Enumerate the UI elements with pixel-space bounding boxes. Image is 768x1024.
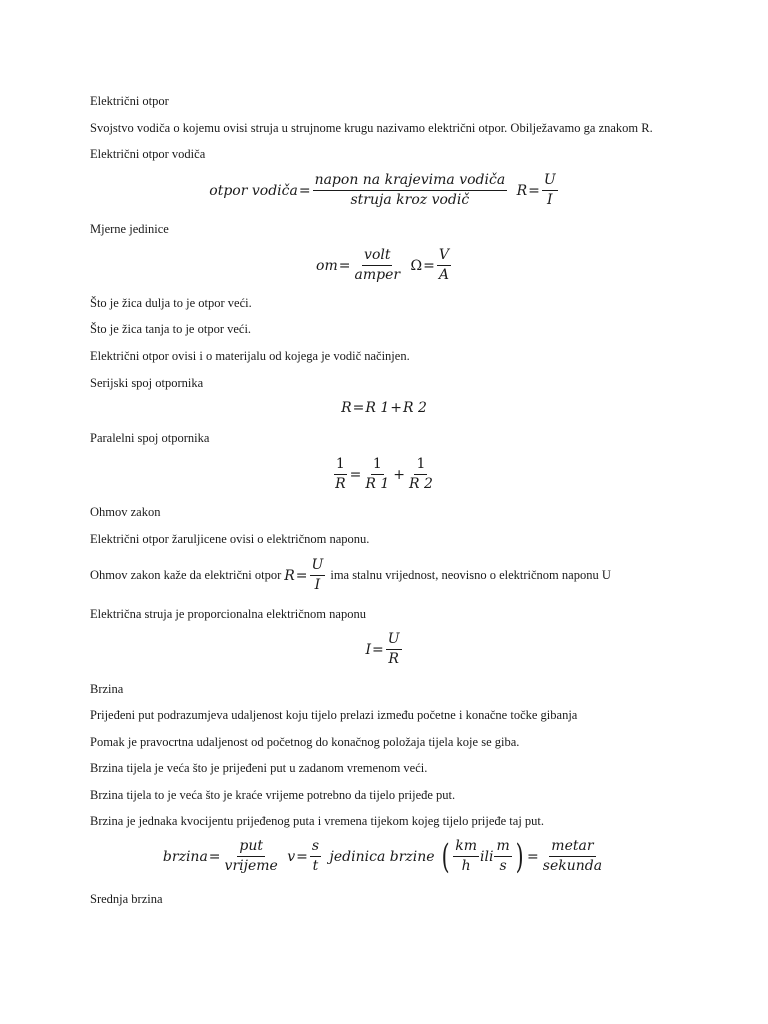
formula-struja bbox=[0, 631, 768, 668]
denominator: I bbox=[547, 192, 553, 208]
parenthesized-units bbox=[439, 838, 526, 875]
heading-elektricni-otpor: Električni otpor bbox=[90, 94, 169, 108]
numerator: m bbox=[494, 838, 511, 857]
fraction bbox=[542, 172, 558, 209]
fraction bbox=[494, 838, 511, 875]
heading-paralelni: Paralelni spoj otpornika bbox=[90, 431, 210, 445]
text-after-formula: ima stalnu vrijednost, neovisno o električnom naponu U bbox=[330, 568, 611, 582]
heading-ohmov-zakon: Ohmov zakon bbox=[90, 505, 161, 519]
denominator: struja kroz vodič bbox=[350, 192, 470, 208]
formula-lhs: brzina bbox=[162, 848, 208, 865]
formula-brzina bbox=[0, 838, 768, 875]
numerator: napon na krajevima vodiča bbox=[313, 172, 508, 191]
denominator: vrijeme bbox=[224, 858, 278, 874]
numerator: U bbox=[310, 557, 326, 576]
paragraph-brzina-veca-vrijeme: Brzina tijela to je veća što je kraće vrijeme potrebno da tijelo prijeđe put. bbox=[90, 788, 456, 802]
inline-formula bbox=[284, 557, 326, 594]
heading-srednja-brzina: Srednja brzina bbox=[90, 892, 163, 906]
numerator: U bbox=[542, 172, 558, 191]
numerator: 1 bbox=[334, 456, 347, 475]
right-paren: ) bbox=[515, 836, 524, 877]
equals-sign: = bbox=[296, 848, 308, 865]
fraction bbox=[437, 247, 451, 284]
equals-sign: = bbox=[527, 848, 539, 865]
paragraph-materijal: Električni otpor ovisi i o materijalu od kojega je vodič načinjen. bbox=[90, 349, 410, 363]
denominator: R 1 bbox=[365, 476, 390, 492]
plus-sign: + bbox=[390, 400, 402, 416]
equals-sign: = bbox=[295, 567, 308, 584]
equals-sign: = bbox=[338, 257, 351, 274]
formula-otpor-vodica bbox=[0, 172, 768, 209]
equals-sign: = bbox=[208, 848, 221, 865]
numerator: 1 bbox=[414, 456, 427, 475]
symbol-r1: R 1 bbox=[365, 400, 390, 416]
symbol-r: R bbox=[516, 182, 528, 199]
fraction bbox=[541, 838, 604, 875]
text-before-formula: Ohmov zakon kaže da električni otpor bbox=[90, 568, 282, 582]
fraction bbox=[333, 456, 348, 493]
fraction bbox=[363, 456, 391, 493]
unit-label: jedinica brzine bbox=[329, 848, 435, 865]
heading-brzina: Brzina bbox=[90, 682, 124, 696]
numerator: metar bbox=[549, 838, 595, 857]
fraction bbox=[310, 557, 326, 594]
formula-lhs: om bbox=[316, 257, 338, 274]
fraction bbox=[313, 172, 508, 209]
equals-sign: = bbox=[371, 641, 384, 658]
numerator: U bbox=[386, 631, 402, 650]
equals-sign: = bbox=[352, 400, 365, 416]
denominator: R bbox=[335, 476, 346, 492]
fraction bbox=[352, 247, 402, 284]
symbol-i: I bbox=[365, 641, 371, 658]
equals-sign: = bbox=[349, 466, 362, 483]
fraction bbox=[310, 838, 321, 875]
plus-sign: + bbox=[393, 466, 405, 483]
paragraph-tanja: Što je žica tanja to je otpor veći. bbox=[90, 322, 252, 336]
equals-sign: = bbox=[298, 182, 311, 199]
denominator: R 2 bbox=[409, 476, 433, 492]
paragraph-dulja: Što je žica dulja to je otpor veći. bbox=[90, 296, 252, 310]
heading-serijski: Serijski spoj otpornika bbox=[90, 376, 204, 390]
numerator: put bbox=[237, 838, 265, 857]
numerator: V bbox=[437, 247, 451, 266]
denominator: R bbox=[388, 651, 399, 667]
fraction bbox=[223, 838, 280, 875]
denominator: s bbox=[499, 858, 507, 874]
omega-symbol: Ω bbox=[410, 257, 423, 274]
fraction bbox=[407, 456, 435, 493]
paragraph-prijedeni-put: Prijeđeni put podrazumjeva udaljenost koju tijelo prelazi između početne i konačne točke gibanja bbox=[90, 708, 578, 722]
numerator: 1 bbox=[371, 456, 384, 475]
formula-lhs: otpor vodiča bbox=[209, 182, 298, 199]
symbol-v: v bbox=[287, 848, 296, 865]
paragraph-brzina-veca-put: Brzina tijela je veća što je prijeđeni put u zadanom vremenom veći. bbox=[90, 761, 428, 775]
symbol-r2: R 2 bbox=[403, 400, 427, 416]
formula-om bbox=[0, 247, 768, 284]
paragraph-zaruljica: Električni otpor žaruljicene ovisi o električnom naponu. bbox=[90, 532, 370, 546]
fraction bbox=[386, 631, 402, 668]
fraction bbox=[453, 838, 479, 875]
denominator: I bbox=[314, 577, 321, 593]
heading-otpor-vodica: Električni otpor vodiča bbox=[90, 147, 206, 161]
paragraph-pomak: Pomak je pravocrtna udaljenost od početnog do konačnog položaja tijela koje se giba. bbox=[90, 735, 520, 749]
numerator: km bbox=[453, 838, 479, 857]
paragraph-brzina-kvocijent: Brzina je jednaka kvocijentu prijeđenog puta i vremena tijekom kojeg tijelo prijeđe taj put. bbox=[90, 814, 545, 828]
formula-serijski bbox=[0, 400, 768, 416]
paragraph-ohmov-zakon-kaze bbox=[90, 557, 611, 594]
equals-sign: = bbox=[528, 182, 540, 199]
equals-sign: = bbox=[423, 257, 435, 274]
symbol-r: R bbox=[284, 567, 295, 584]
denominator: sekunda bbox=[542, 858, 603, 874]
formula-paralelni bbox=[0, 456, 768, 493]
numerator: s bbox=[310, 838, 321, 857]
denominator: amper bbox=[354, 267, 401, 283]
heading-mjerne-jedinice: Mjerne jedinice bbox=[90, 222, 169, 236]
paragraph-definition: Svojstvo vodiča o kojemu ovisi struja u strujnome krugu nazivamo električni otpor. Obilježavamo ga znakom R. bbox=[90, 121, 653, 135]
denominator: A bbox=[438, 267, 449, 283]
paragraph-proporcionalna: Električna struja je proporcionalna električnom naponu bbox=[90, 607, 366, 621]
symbol-r: R bbox=[341, 400, 352, 416]
denominator: h bbox=[461, 858, 471, 874]
left-paren: ( bbox=[441, 836, 450, 877]
word-ili: ili bbox=[480, 848, 494, 865]
numerator: volt bbox=[362, 247, 392, 266]
denominator: t bbox=[312, 858, 319, 874]
